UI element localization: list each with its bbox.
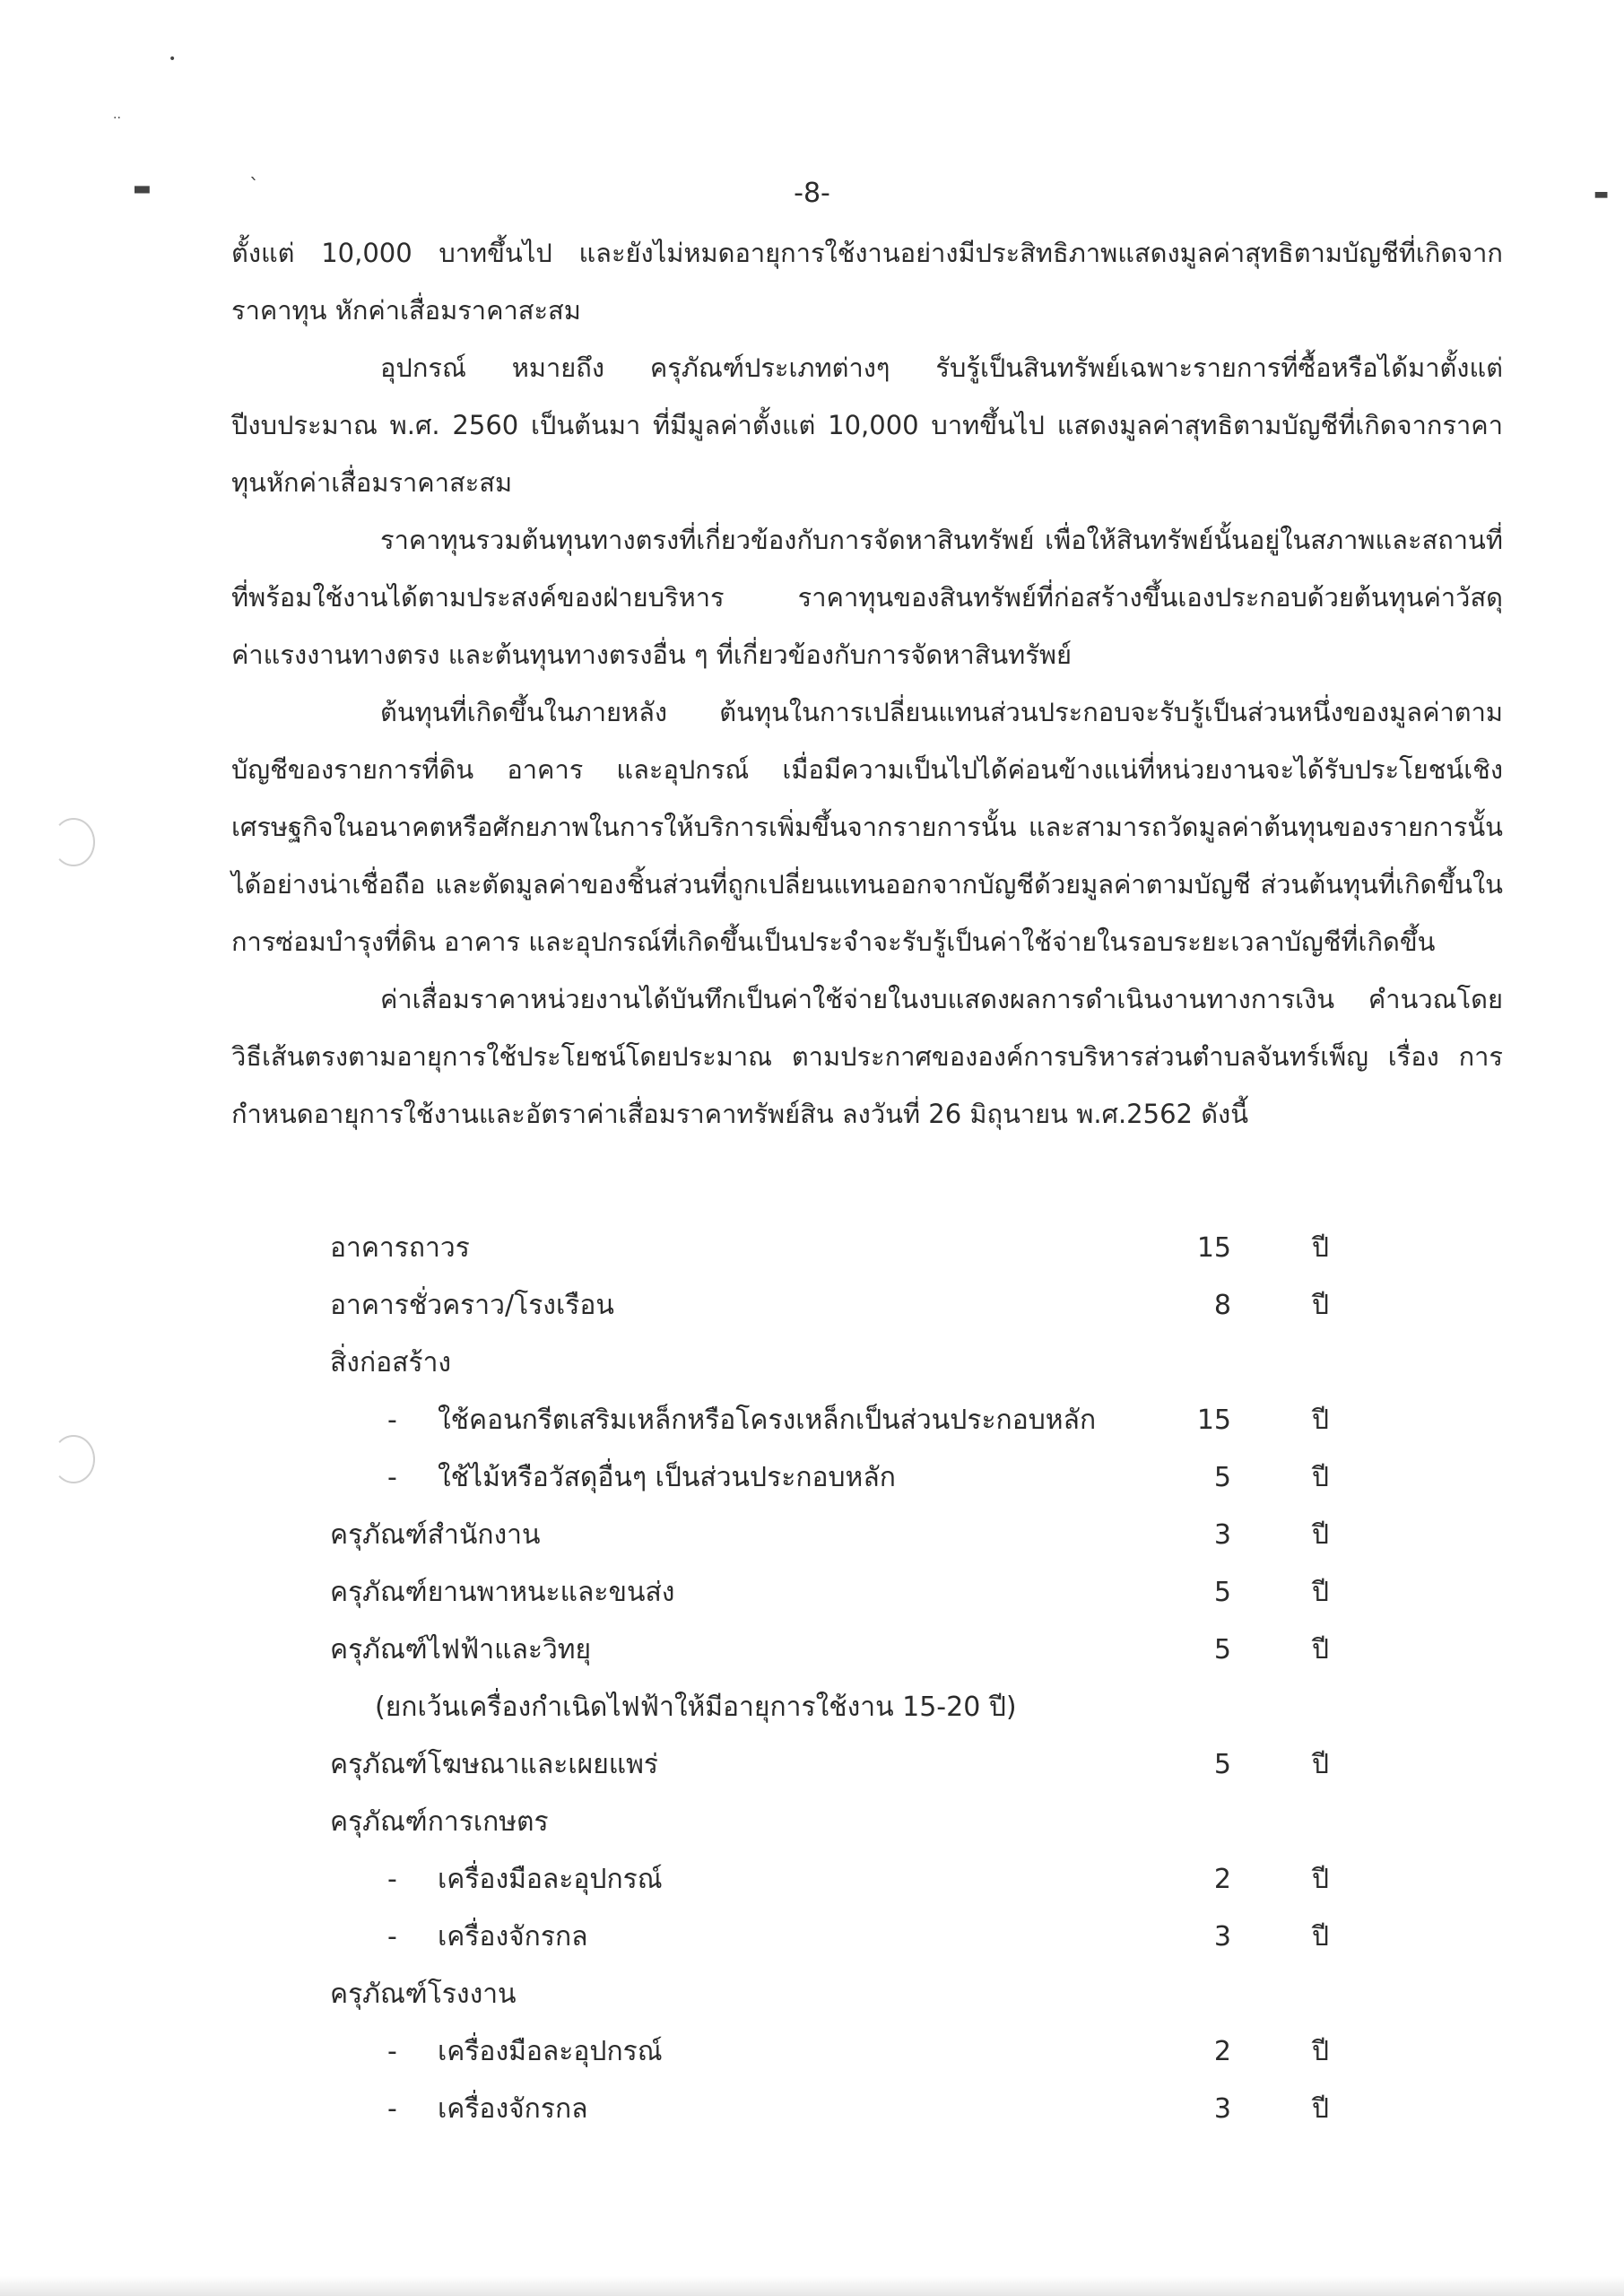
list-item (330, 1392, 1352, 1449)
asset-category-label: เครื่องจักรกล (438, 2093, 588, 2125)
list-item (330, 1449, 1352, 1507)
bullet-dash: - (387, 2036, 397, 2067)
useful-life-years: 3 (1213, 1921, 1231, 1952)
useful-life-years: 5 (1213, 1577, 1231, 1608)
year-unit: ปี (1312, 2036, 1330, 2067)
useful-life-years: 3 (1213, 2093, 1231, 2125)
asset-category-label: ครุภัณฑ์ยานพาหนะและขนส่ง (330, 1577, 675, 1608)
asset-category-label: อาคารชั่วคราว/โรงเรือน (330, 1290, 614, 1321)
bullet-dash: - (387, 1405, 397, 1436)
year-unit: ปี (1312, 1577, 1330, 1608)
useful-life-years: 15 (1196, 1232, 1231, 1264)
asset-category-label: ครุภัณฑ์สำนักงาน (330, 1519, 541, 1551)
page-number: -8- (794, 178, 830, 209)
bullet-dash: - (387, 1921, 397, 1952)
useful-life-years: 5 (1213, 1462, 1231, 1493)
list-item (330, 1220, 1352, 1277)
list-item (330, 1277, 1352, 1335)
scan-speck: ▬ (1594, 185, 1610, 204)
asset-category-label: ใช้คอนกรีตเสริมเหล็กหรือโครงเหล็กเป็นส่วนประกอบหลัก (438, 1405, 1097, 1436)
asset-category-label: ครุภัณฑ์การเกษตร (330, 1806, 549, 1838)
asset-category-label: ครุภัณฑ์ไฟฟ้าและวิทยุ (330, 1634, 592, 1665)
asset-category-label: ครุภัณฑ์โฆษณาและเผยแพร่ (330, 1749, 658, 1780)
paragraph: ต้นทุนที่เกิดขึ้นในภายหลัง ต้นทุนในการเปลี่ยนแทนส่วนประกอบจะรับรู้เป็นส่วนหนึ่งของมูลค่าตามบัญชีของรายการที่ดิน อาคาร และอุปกรณ์ เมื่อมีความเป็นไปได้ค่อนข้างแน่ที่หน่วยงานจะได้รับประโยชน์เชิงเศรษฐกิจในอนาคตหรือศักยภาพในการให้บริการเพิ่มขึ้นจากรายการนั้น และสามารถวัดมูลค่าต้นทุนของรายการนั้นได้อย่างน่าเชื่อถือ และตัดมูลค่าของชิ้นส่วนที่ถูกเปลี่ยนแทนออกจากบัญชีด้วยมูลค่าตามบัญชี ส่วนต้นทุนที่เกิดขึ้นในการซ่อมบำรุงที่ดิน อาคาร และอุปกรณ์ที่เกิดขึ้นเป็นประจำจะรับรู้เป็นค่าใช้จ่ายในรอบระยะเวลาบัญชีที่เกิดขึ้น (231, 697, 1503, 957)
useful-life-years: 8 (1213, 1290, 1231, 1321)
year-unit: ปี (1312, 1634, 1330, 1665)
list-item (330, 1564, 1352, 1622)
year-unit: ปี (1312, 1405, 1330, 1436)
body-text (231, 224, 1503, 1143)
asset-category-label: เครื่องมือละอุปกรณ์ (438, 2036, 663, 2067)
asset-category-label: อาคารถาวร (330, 1232, 470, 1264)
list-item (330, 1966, 1352, 2023)
scan-speck: ·· (113, 111, 121, 126)
list-item (330, 1851, 1352, 1909)
asset-category-label: เครื่องมือละอุปกรณ์ (438, 1864, 663, 1895)
paragraph: อุปกรณ์ หมายถึง ครุภัณฑ์ประเภทต่างๆ รับรู้เป็นสินทรัพย์เฉพาะรายการที่ซื้อหรือได้มาตั้งแต่ปีงบประมาณ พ.ศ. 2560 เป็นต้นมา ที่มีมูลค่าตั้งแต่ 10,000 บาทขึ้นไป แสดงมูลค่าสุทธิตามบัญชีที่เกิดจากราคาทุนหักค่าเสื่อมราคาสะสม (231, 352, 1503, 498)
list-item (330, 2023, 1352, 2081)
year-unit: ปี (1312, 1232, 1330, 1264)
year-unit: ปี (1312, 1749, 1330, 1780)
useful-life-years: 3 (1213, 1519, 1231, 1551)
asset-category-label: ครุภัณฑ์โรงงาน (330, 1979, 517, 2010)
list-item (330, 1622, 1352, 1679)
useful-life-years: 5 (1213, 1634, 1231, 1665)
scan-speck: ˋ (249, 176, 259, 198)
list-item (330, 1507, 1352, 1564)
asset-category-label: ใช้ไม้หรือวัสดุอื่นๆ เป็นส่วนประกอบหลัก (438, 1462, 896, 1493)
year-unit: ปี (1312, 2093, 1330, 2125)
scan-speck: • (169, 52, 177, 66)
asset-category-label: เครื่องจักรกล (438, 1921, 588, 1952)
year-unit: ปี (1312, 1519, 1330, 1551)
bullet-dash: - (387, 2093, 397, 2125)
bullet-dash: - (387, 1462, 397, 1493)
list-item (330, 1794, 1352, 1851)
list-item (330, 2081, 1352, 2138)
list-item (330, 1736, 1352, 1794)
paragraph: ค่าเสื่อมราคาหน่วยงานได้บันทึกเป็นค่าใช้จ่ายในงบแสดงผลการดำเนินงานทางการเงิน คำนวณโดยวิธีเส้นตรงตามอายุการใช้ประโยชน์โดยประมาณ ตามประกาศขององค์การบริหารส่วนตำบลจันทร์เพ็ญ เรื่อง การกำหนดอายุการใช้งานและอัตราค่าเสื่อมราคาทรัพย์สิน ลงวันที่ 26 มิถุนายน พ.ศ.2562 ดังนี้ (231, 984, 1503, 1129)
useful-life-years: 2 (1213, 2036, 1231, 2067)
paragraph: ราคาทุนรวมต้นทุนทางตรงที่เกี่ยวข้องกับการจัดหาสินทรัพย์ เพื่อให้สินทรัพย์นั้นอยู่ในสภาพและสถานที่ที่พร้อมใช้งานได้ตามประสงค์ของฝ่ายบริหาร ราคาทุนของสินทรัพย์ที่ก่อสร้างขึ้นเองประกอบด้วยต้นทุนค่าวัสดุ ค่าแรงงานทางตรง และต้นทุนทางตรงอื่น ๆ ที่เกี่ยวข้องกับการจัดหาสินทรัพย์ (231, 525, 1503, 670)
list-item (330, 1909, 1352, 1966)
asset-category-label: (ยกเว้นเครื่องกำเนิดไฟฟ้าให้มีอายุการใช้งาน 15-20 ปี) (375, 1692, 1017, 1723)
year-unit: ปี (1312, 1921, 1330, 1952)
useful-life-list (330, 1220, 1352, 2138)
punch-hole-shadow (52, 818, 95, 866)
scan-speck: ▬ (133, 178, 152, 200)
scan-edge (0, 2276, 1624, 2296)
year-unit: ปี (1312, 1290, 1330, 1321)
punch-hole-shadow (52, 1435, 95, 1483)
year-unit: ปี (1312, 1864, 1330, 1895)
list-item (330, 1335, 1352, 1392)
bullet-dash: - (387, 1864, 397, 1895)
list-item (330, 1679, 1352, 1736)
asset-category-label: สิ่งก่อสร้าง (330, 1347, 452, 1378)
year-unit: ปี (1312, 1462, 1330, 1493)
paragraph: ตั้งแต่ 10,000 บาทขึ้นไป และยังไม่หมดอายุการใช้งานอย่างมีประสิทธิภาพแสดงมูลค่าสุทธิตามบัญชีที่เกิดจากราคาทุน หักค่าเสื่อมราคาสะสม (231, 238, 1503, 326)
useful-life-years: 2 (1213, 1864, 1231, 1895)
useful-life-years: 5 (1213, 1749, 1231, 1780)
useful-life-years: 15 (1196, 1405, 1231, 1436)
